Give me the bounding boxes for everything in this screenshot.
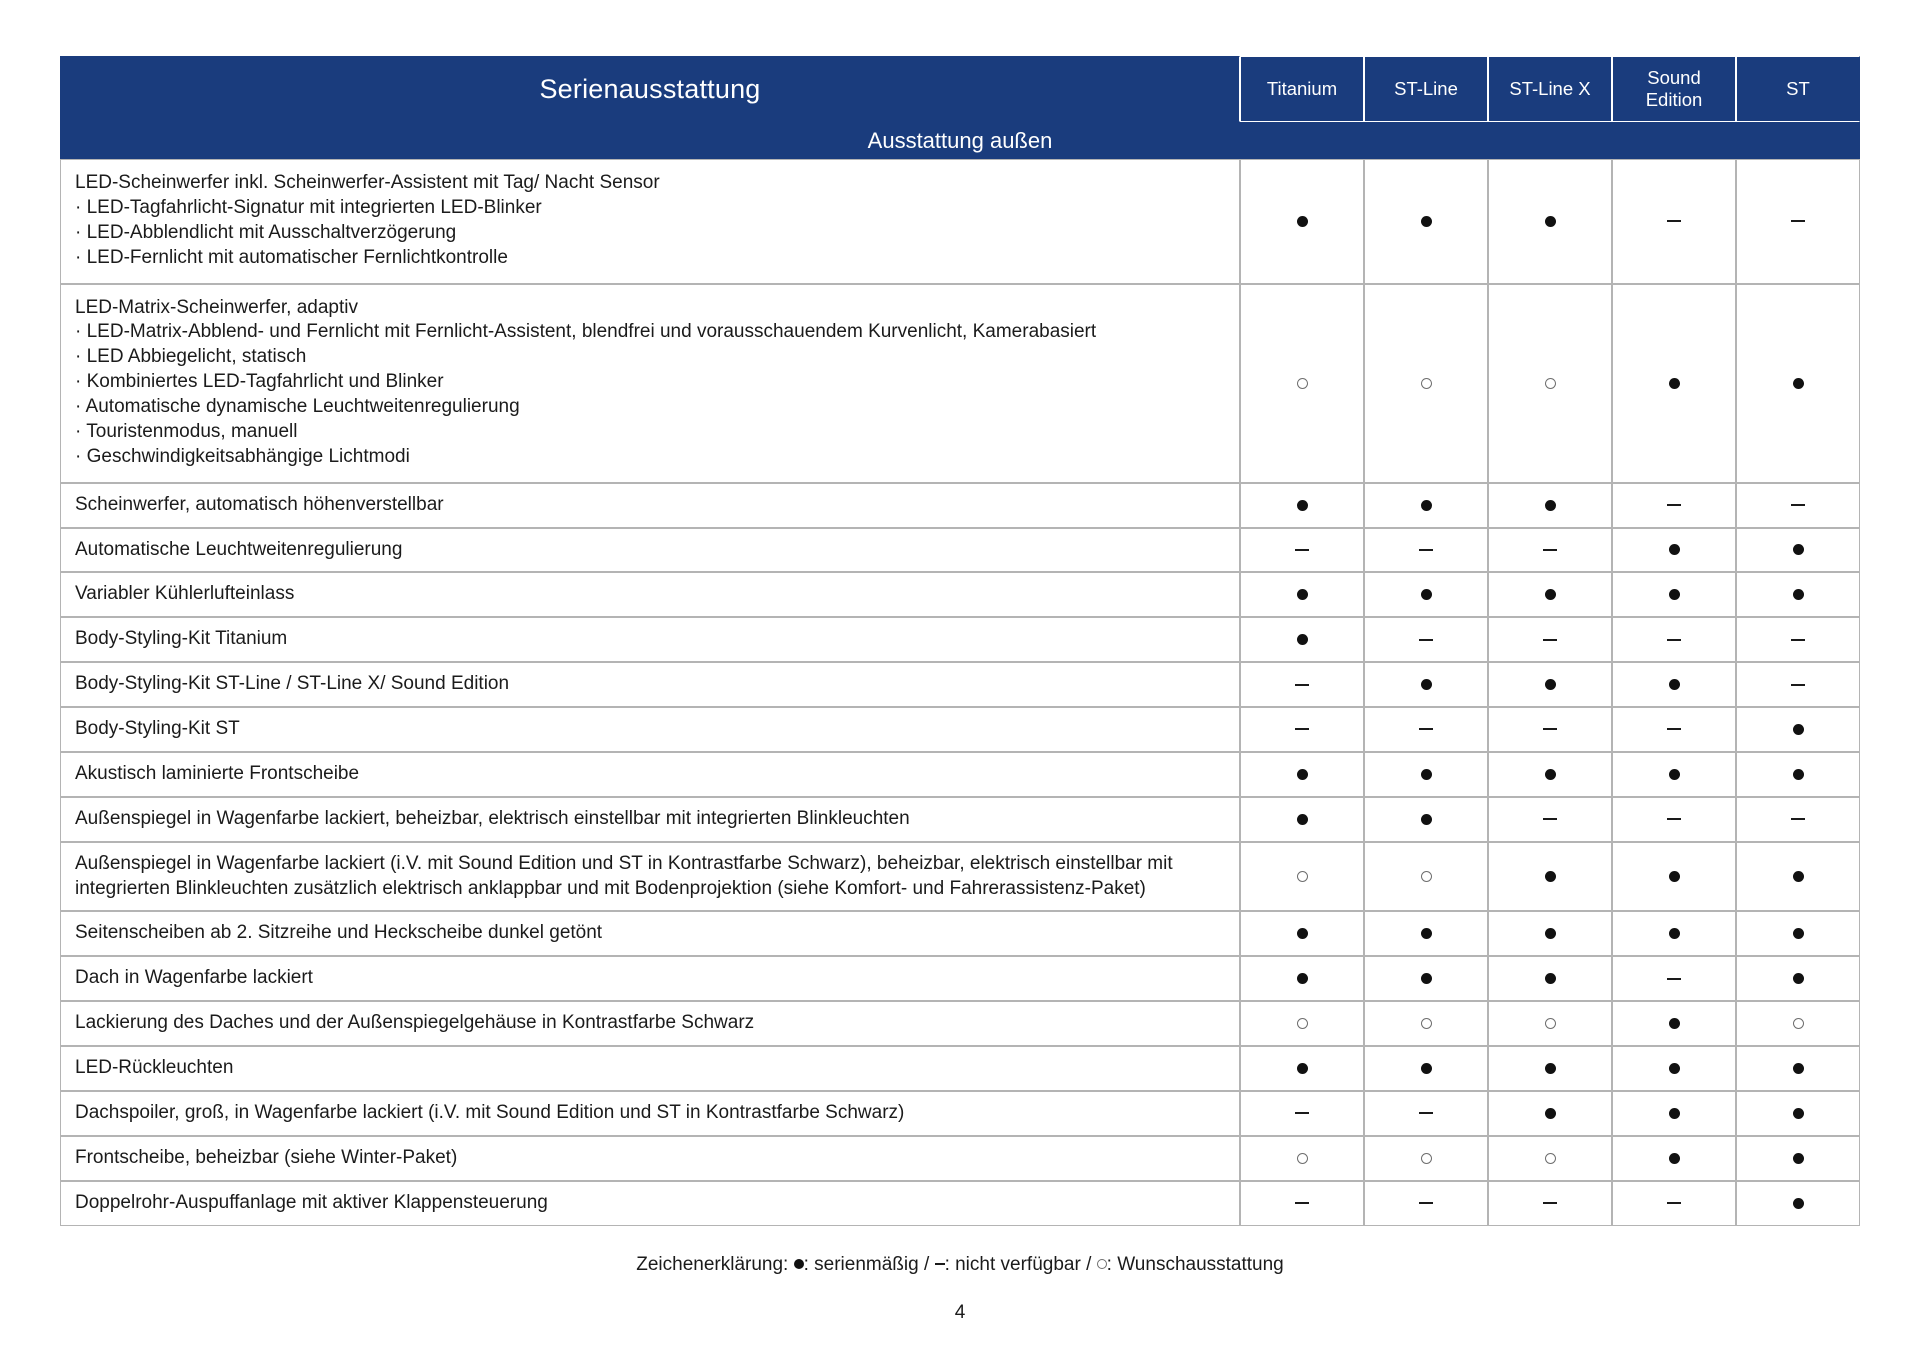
column-header-st-line-x: ST-Line X [1488,56,1612,122]
mark-standard-icon [1545,216,1556,227]
legend-optional-icon [1097,1259,1107,1269]
mark-optional-icon [1545,378,1556,389]
availability-cell [1736,707,1860,752]
feature-name: Seitenscheiben ab 2. Sitzreihe und Heckscheibe dunkel getönt [75,922,603,944]
mark-standard-icon [1545,871,1556,882]
feature-detail: · Geschwindigkeitsabhängige Lichtmodi [75,445,410,467]
column-header-sound-edition [1612,56,1736,122]
availability-cell [1612,707,1736,752]
mark-standard-icon [1669,679,1680,690]
feature-description [60,159,1240,284]
feature-description [60,1001,1240,1046]
table-row [60,1001,1860,1046]
availability-cell [1488,911,1612,956]
mark-standard-icon [1793,378,1804,389]
mark-unavailable-icon [1667,220,1681,222]
mark-standard-icon [1669,589,1680,600]
feature-detail: · LED-Abblendlicht mit Ausschaltverzögerung [75,221,457,243]
availability-cell [1240,956,1364,1001]
feature-detail: · Kombiniertes LED-Tagfahrlicht und Blinker [75,371,444,393]
mark-standard-icon [1421,1063,1432,1074]
table-row [60,707,1860,752]
legend-separator-2: / [1086,1253,1092,1275]
mark-unavailable-icon [1791,504,1805,506]
feature-detail: · Automatische dynamische Leuchtweitenregulierung [75,396,520,417]
mark-unavailable-icon [1667,818,1681,820]
availability-cell [1736,483,1860,528]
feature-description [60,483,1240,528]
legend-standard-icon [794,1259,804,1269]
mark-standard-icon [1297,928,1308,939]
mark-standard-icon [1545,769,1556,780]
mark-optional-icon [1297,1018,1308,1029]
feature-name: LED-Matrix-Scheinwerfer, adaptiv [75,296,358,318]
feature-name: LED-Scheinwerfer inkl. Scheinwerfer-Assistent mit Tag/ Nacht Sensor [75,172,660,193]
availability-cell [1240,662,1364,707]
availability-cell [1488,662,1612,707]
mark-standard-icon [1545,500,1556,511]
mark-standard-icon [1297,216,1308,227]
availability-cell [1612,911,1736,956]
availability-cell [1488,617,1612,662]
mark-standard-icon [1421,500,1432,511]
table-row [60,284,1860,483]
availability-cell [1364,956,1488,1001]
availability-cell [1364,1046,1488,1091]
feature-description [60,911,1240,956]
mark-standard-icon [1545,928,1556,939]
mark-unavailable-icon [1419,639,1433,641]
mark-optional-icon [1297,1153,1308,1164]
mark-standard-icon [1545,1108,1556,1119]
feature-description [60,284,1240,483]
column-header-st: ST [1736,56,1860,122]
mark-unavailable-icon [1667,728,1681,730]
availability-cell [1736,752,1860,797]
mark-optional-icon [1297,871,1308,882]
availability-cell [1240,1136,1364,1181]
availability-cell [1488,159,1612,284]
availability-cell [1736,956,1860,1001]
availability-cell [1488,528,1612,573]
availability-cell [1736,617,1860,662]
mark-standard-icon [1793,973,1804,984]
availability-cell [1364,1136,1488,1181]
mark-optional-icon [1421,1018,1432,1029]
mark-standard-icon [1669,1108,1680,1119]
feature-detail: · Touristenmodus, manuell [75,420,298,442]
mark-standard-icon [1545,973,1556,984]
availability-cell [1488,707,1612,752]
mark-unavailable-icon [1419,549,1433,551]
mark-standard-icon [1421,679,1432,690]
sound-edition-line2: Edition [1645,89,1703,110]
mark-unavailable-icon [1667,639,1681,641]
availability-cell [1240,1001,1364,1046]
mark-unavailable-icon [1543,639,1557,641]
feature-description [60,842,1240,912]
availability-cell [1240,159,1364,284]
availability-cell [1364,707,1488,752]
availability-cell [1736,1181,1860,1226]
legend [60,1254,1860,1276]
availability-cell [1612,1136,1736,1181]
mark-unavailable-icon [1295,728,1309,730]
feature-name: Body-Styling-Kit ST [75,718,240,739]
feature-description [60,1136,1240,1181]
mark-standard-icon [1297,500,1308,511]
feature-name: Body-Styling-Kit ST-Line / ST-Line X/ Sound Edition [75,673,510,695]
mark-standard-icon [1793,1063,1804,1074]
mark-standard-icon [1545,1063,1556,1074]
mark-standard-icon [1669,928,1680,939]
availability-cell [1364,617,1488,662]
availability-cell [1364,528,1488,573]
feature-name: Body-Styling-Kit Titanium [75,628,288,650]
mark-unavailable-icon [1791,818,1805,820]
mark-standard-icon [1669,1018,1680,1029]
availability-cell [1488,572,1612,617]
mark-unavailable-icon [1543,818,1557,820]
mark-unavailable-icon [1543,549,1557,551]
mark-standard-icon [1669,1153,1680,1164]
mark-unavailable-icon [1667,1202,1681,1204]
legend-unavailable-label: : nicht verfügbar [944,1253,1081,1275]
mark-standard-icon [1545,679,1556,690]
feature-description [60,617,1240,662]
mark-standard-icon [1421,973,1432,984]
legend-separator-1: / [924,1253,930,1275]
mark-unavailable-icon [1791,220,1805,222]
feature-name: Variabler Kühlerlufteinlass [75,583,295,605]
availability-cell [1364,662,1488,707]
availability-cell [1736,797,1860,842]
mark-standard-icon [1421,928,1432,939]
availability-cell [1736,1091,1860,1136]
sound-edition-line1: Sound [1647,67,1701,89]
mark-standard-icon [1421,769,1432,780]
availability-cell [1488,842,1612,912]
availability-cell [1488,284,1612,483]
availability-cell [1488,956,1612,1001]
feature-description [60,572,1240,617]
feature-name: Akustisch laminierte Frontscheibe [75,762,360,784]
availability-cell [1364,911,1488,956]
feature-name: Frontscheibe, beheizbar (siehe Winter-Paket) [75,1146,458,1168]
availability-cell [1736,1136,1860,1181]
mark-unavailable-icon [1295,1202,1309,1204]
mark-standard-icon [1297,1063,1308,1074]
availability-cell [1364,797,1488,842]
availability-cell [1612,956,1736,1001]
table-row [60,842,1860,912]
availability-cell [1612,1091,1736,1136]
mark-unavailable-icon [1419,1202,1433,1204]
feature-detail: · LED-Fernlicht mit automatischer Fernlichtkontrolle [75,246,508,268]
availability-cell [1240,707,1364,752]
availability-cell [1364,1091,1488,1136]
availability-cell [1612,572,1736,617]
feature-description [60,662,1240,707]
mark-optional-icon [1421,1153,1432,1164]
column-header-titanium: Titanium [1240,56,1364,122]
table-header [60,56,1860,122]
availability-cell [1612,528,1736,573]
availability-cell [1364,1001,1488,1046]
mark-standard-icon [1669,1063,1680,1074]
mark-standard-icon [1793,544,1804,555]
mark-standard-icon [1669,378,1680,389]
mark-standard-icon [1793,769,1804,780]
mark-standard-icon [1793,1153,1804,1164]
mark-standard-icon [1297,973,1308,984]
feature-description [60,956,1240,1001]
availability-cell [1240,797,1364,842]
availability-cell [1488,1091,1612,1136]
header-row [60,56,1860,122]
availability-cell [1240,284,1364,483]
table-row [60,617,1860,662]
mark-standard-icon [1297,634,1308,645]
feature-description [60,1181,1240,1226]
mark-unavailable-icon [1791,684,1805,686]
table-row [60,483,1860,528]
availability-cell [1240,1046,1364,1091]
page-number: 4 [954,1301,966,1323]
mark-optional-icon [1421,871,1432,882]
legend-optional-label: : Wunschausstattung [1106,1253,1284,1275]
mark-unavailable-icon [1419,1112,1433,1114]
mark-unavailable-icon [1295,1112,1309,1114]
availability-cell [1488,1181,1612,1226]
feature-description [60,1091,1240,1136]
section-title-ausstattung-aussen: Ausstattung außen [60,122,1860,159]
availability-cell [1240,1091,1364,1136]
availability-cell [1612,1181,1736,1226]
table-row [60,956,1860,1001]
availability-cell [1612,1046,1736,1091]
availability-cell [1736,662,1860,707]
feature-description [60,752,1240,797]
availability-cell [1488,1136,1612,1181]
mark-unavailable-icon [1295,549,1309,551]
availability-cell [1612,483,1736,528]
mark-optional-icon [1545,1153,1556,1164]
mark-unavailable-icon [1543,728,1557,730]
mark-optional-icon [1421,378,1432,389]
availability-cell [1736,284,1860,483]
availability-cell [1364,572,1488,617]
mark-unavailable-icon [1667,504,1681,506]
availability-cell [1488,1001,1612,1046]
mark-unavailable-icon [1419,728,1433,730]
feature-description [60,707,1240,752]
availability-cell [1736,528,1860,573]
availability-cell [1240,752,1364,797]
feature-name: Außenspiegel in Wagenfarbe lackiert, beheizbar, elektrisch einstellbar mit integrierten Blinkleuchten [75,807,910,829]
availability-cell [1488,752,1612,797]
availability-cell [1736,572,1860,617]
legend-standard-label: : serienmäßig [803,1253,919,1275]
availability-cell [1612,842,1736,912]
mark-standard-icon [1793,1198,1804,1209]
table-row [60,797,1860,842]
availability-cell [1736,911,1860,956]
mark-optional-icon [1545,1018,1556,1029]
table-row [60,1136,1860,1181]
table-body [60,122,1860,1226]
availability-cell [1612,797,1736,842]
mark-standard-icon [1297,769,1308,780]
availability-cell [1240,528,1364,573]
column-header-st-line: ST-Line [1364,56,1488,122]
availability-cell [1612,617,1736,662]
mark-standard-icon [1793,1108,1804,1119]
section-header-row [60,122,1860,159]
mark-unavailable-icon [1791,639,1805,641]
mark-standard-icon [1669,769,1680,780]
table-row [60,752,1860,797]
feature-detail: · LED-Matrix-Abblend- und Fernlicht mit Fernlicht-Assistent, blendfrei und vorausschauendem Kurvenlicht, Kamerabasiert [75,321,1097,343]
availability-cell [1612,1001,1736,1046]
feature-description [60,1046,1240,1091]
feature-name: Scheinwerfer, automatisch höhenverstellbar [75,493,444,515]
table-row [60,1046,1860,1091]
feature-name: Dach in Wagenfarbe lackiert [75,967,313,989]
feature-description [60,528,1240,573]
availability-cell [1612,752,1736,797]
feature-name: Automatische Leuchtweitenregulierung [75,538,403,560]
table-row [60,662,1860,707]
mark-standard-icon [1297,814,1308,825]
legend-unavailable-icon [935,1263,945,1265]
availability-cell [1736,1001,1860,1046]
mark-standard-icon [1793,928,1804,939]
table-row [60,159,1860,284]
availability-cell [1364,1181,1488,1226]
table-row [60,572,1860,617]
equipment-comparison-table [60,56,1860,1226]
availability-cell [1240,842,1364,912]
availability-cell [1364,284,1488,483]
availability-cell [1240,1181,1364,1226]
mark-standard-icon [1669,871,1680,882]
availability-cell [1736,159,1860,284]
mark-unavailable-icon [1667,978,1681,980]
feature-name: LED-Rückleuchten [75,1057,234,1078]
availability-cell [1364,842,1488,912]
mark-standard-icon [1793,724,1804,735]
feature-name: Außenspiegel in Wagenfarbe lackiert (i.V. mit Sound Edition und ST in Kontrastfarbe Schwarz), beheizbar, elektrisch einstellbar mit integrierten Blinkleuchten zusätzlich elektrisch anklappbar und mit Bodenprojektion (siehe Komfort- und Fahrerassistenz-Paket) [75,852,1173,899]
mark-optional-icon [1793,1018,1804,1029]
availability-cell [1612,159,1736,284]
mark-standard-icon [1421,589,1432,600]
availability-cell [1488,483,1612,528]
availability-cell [1488,1046,1612,1091]
feature-name: Doppelrohr-Auspuffanlage mit aktiver Klappensteuerung [75,1191,548,1213]
availability-cell [1612,284,1736,483]
table-title: Serienausstattung [60,56,1240,122]
mark-unavailable-icon [1543,1202,1557,1204]
feature-description [60,797,1240,842]
feature-detail: · LED-Tagfahrlicht-Signatur mit integrierten LED-Blinker [75,196,542,218]
mark-standard-icon [1669,544,1680,555]
availability-cell [1240,617,1364,662]
availability-cell [1240,483,1364,528]
availability-cell [1488,797,1612,842]
table-row [60,1091,1860,1136]
mark-optional-icon [1297,378,1308,389]
availability-cell [1364,159,1488,284]
feature-name: Dachspoiler, groß, in Wagenfarbe lackiert (i.V. mit Sound Edition und ST in Kontrastfarbe Schwarz) [75,1101,905,1123]
availability-cell [1240,911,1364,956]
availability-cell [1364,483,1488,528]
table-row [60,528,1860,573]
availability-cell [1240,572,1364,617]
mark-standard-icon [1793,871,1804,882]
table-row [60,1181,1860,1226]
mark-standard-icon [1793,589,1804,600]
availability-cell [1736,1046,1860,1091]
legend-prefix: Zeichenerklärung: [636,1253,789,1275]
availability-cell [1612,662,1736,707]
feature-name: Lackierung des Daches und der Außenspiegelgehäuse in Kontrastfarbe Schwarz [75,1012,755,1034]
availability-cell [1364,752,1488,797]
mark-standard-icon [1545,589,1556,600]
feature-detail: · LED Abbiegelicht, statisch [75,346,307,368]
mark-standard-icon [1297,589,1308,600]
mark-standard-icon [1421,216,1432,227]
mark-unavailable-icon [1295,684,1309,686]
mark-standard-icon [1421,814,1432,825]
table-row [60,911,1860,956]
availability-cell [1736,842,1860,912]
